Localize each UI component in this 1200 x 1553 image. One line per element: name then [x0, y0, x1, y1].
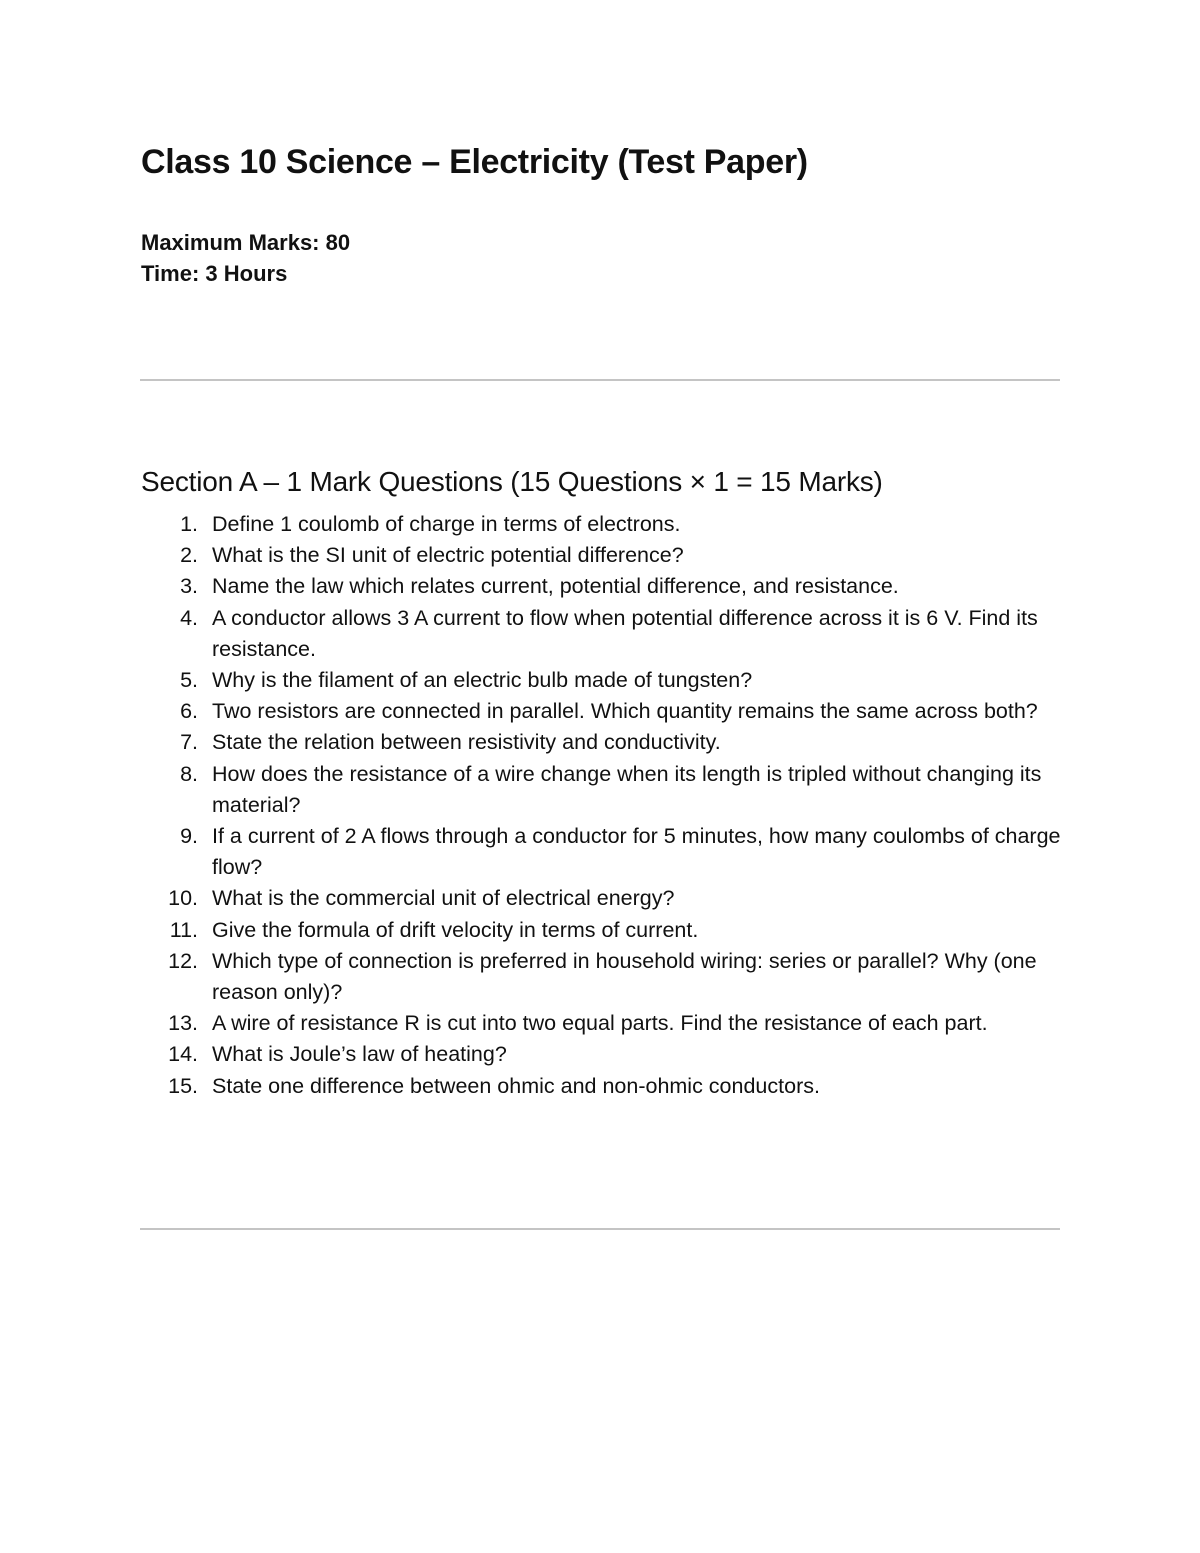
question-text: State one difference between ohmic and non-ohmic conductors.	[212, 1073, 820, 1098]
page-title: Class 10 Science – Electricity (Test Paper)	[141, 143, 808, 181]
maximum-marks: Maximum Marks: 80	[141, 230, 351, 255]
question-text: Why is the filament of an electric bulb made of tungsten?	[212, 668, 753, 693]
question-item	[141, 665, 1066, 696]
question-list	[141, 509, 1066, 1102]
question-text: Two resistors are connected in parallel. Which quantity remains the same across both?	[212, 699, 1038, 724]
question-text: A conductor allows 3 A current to flow when potential difference across it is 6 V. Find its resistance.	[212, 605, 1038, 661]
question-item	[141, 915, 1066, 946]
question-item	[141, 1071, 1066, 1102]
question-item	[141, 603, 1066, 665]
question-number: 9.	[180, 824, 198, 849]
question-number: 4.	[180, 605, 198, 630]
time-allowed: Time: 3 Hours	[141, 261, 288, 286]
question-number: 13.	[168, 1011, 198, 1036]
question-text: Name the law which relates current, potential difference, and resistance.	[212, 574, 899, 599]
question-text: Give the formula of drift velocity in terms of current.	[212, 917, 699, 942]
question-text: A wire of resistance R is cut into two equal parts. Find the resistance of each part.	[212, 1011, 988, 1036]
question-number: 11.	[169, 917, 198, 942]
question-item	[141, 759, 1066, 821]
question-number: 7.	[180, 730, 198, 755]
question-item	[141, 1039, 1066, 1070]
question-number: 6.	[180, 699, 198, 724]
question-text: What is the SI unit of electric potential difference?	[212, 543, 684, 568]
question-item	[141, 821, 1066, 883]
question-text: Which type of connection is preferred in household wiring: series or parallel? Why (one reason only)?	[212, 948, 1037, 1005]
question-item	[141, 540, 1066, 571]
question-item	[141, 946, 1066, 1008]
question-text: Define 1 coulomb of charge in terms of electrons.	[212, 512, 681, 536]
question-text: State the relation between resistivity and conductivity.	[212, 730, 721, 755]
question-item	[141, 509, 1066, 540]
paper-meta	[141, 227, 350, 289]
question-number: 5.	[180, 668, 198, 693]
question-number: 12.	[168, 948, 198, 973]
question-number: 1.	[180, 512, 198, 536]
question-number: 10.	[168, 886, 198, 911]
question-text: What is Joule’s law of heating?	[212, 1042, 507, 1067]
question-item	[141, 1008, 1066, 1039]
question-number: 15.	[168, 1073, 198, 1098]
question-text: What is the commercial unit of electrical energy?	[212, 886, 675, 911]
question-item	[141, 571, 1066, 602]
section-a-heading: Section A – 1 Mark Questions (15 Questions × 1 = 15 Marks)	[141, 466, 883, 497]
horizontal-divider-bottom	[140, 1228, 1060, 1230]
question-text: If a current of 2 A flows through a conductor for 5 minutes, how many coulombs of charge flow?	[212, 824, 1061, 880]
question-number: 8.	[180, 761, 198, 786]
question-item	[141, 727, 1066, 758]
question-text: How does the resistance of a wire change when its length is tripled without changing its material?	[212, 761, 1042, 817]
horizontal-divider-top	[140, 379, 1060, 381]
question-number: 2.	[180, 543, 198, 568]
question-item	[141, 883, 1066, 914]
question-item	[141, 696, 1066, 727]
question-number: 3.	[180, 574, 198, 599]
question-number: 14.	[168, 1042, 198, 1067]
